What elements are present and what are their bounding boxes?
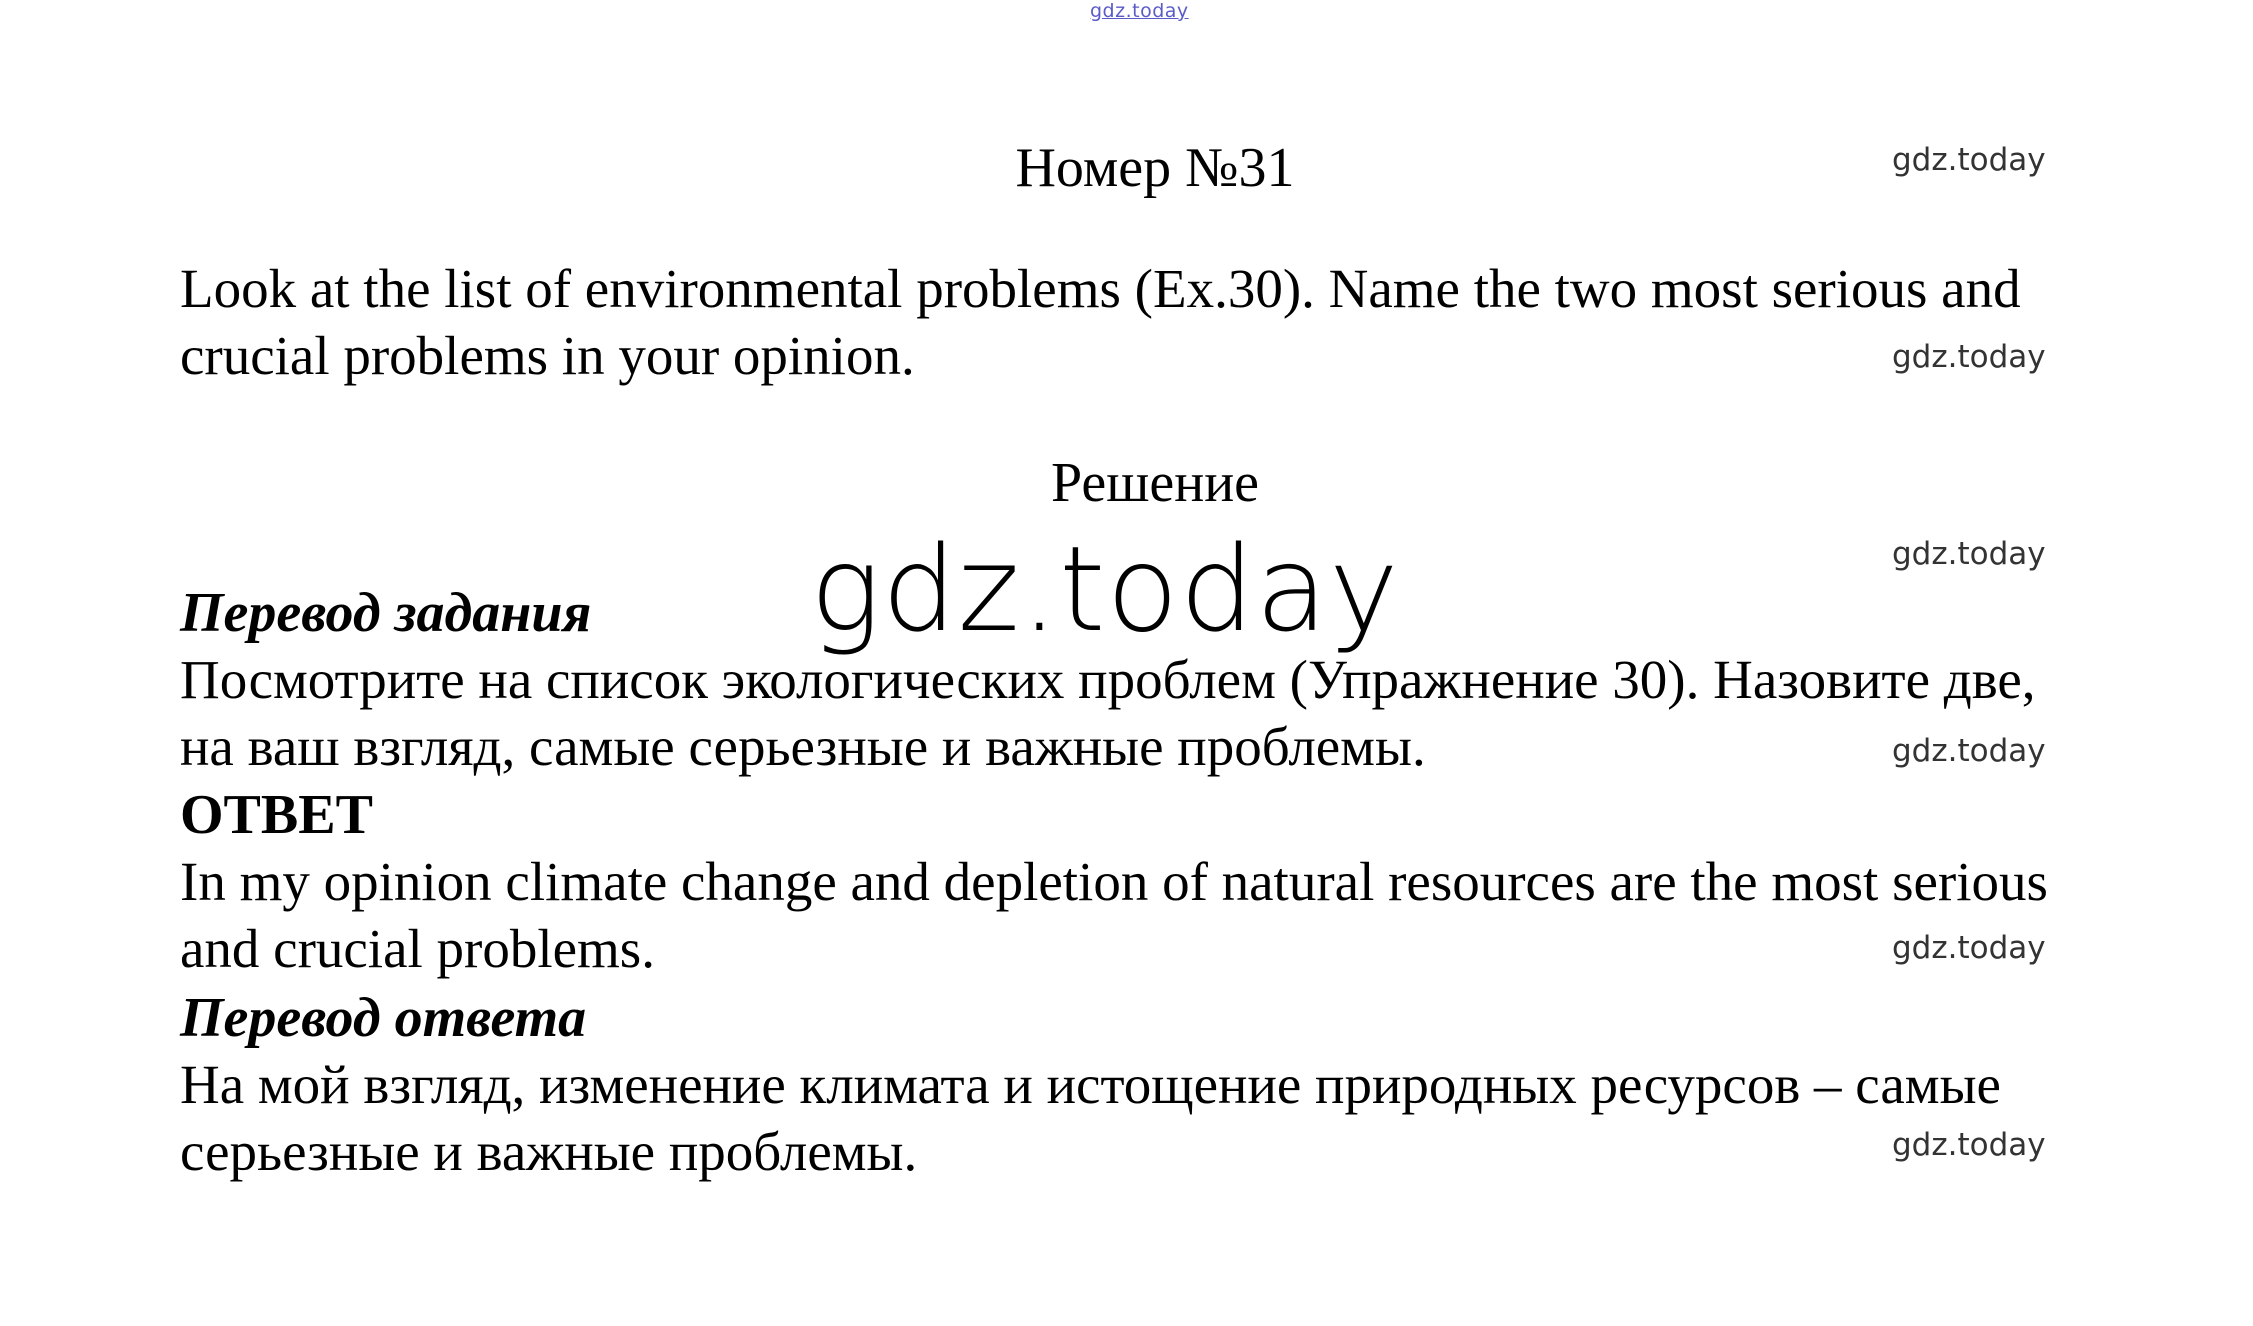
side-watermark-5: gdz.today <box>1892 930 2046 966</box>
side-watermark-2: gdz.today <box>1892 339 2046 375</box>
side-watermark-6: gdz.today <box>1892 1127 2046 1163</box>
task-translation-heading: Перевод задания <box>180 582 592 644</box>
page-title: Номер №31 <box>1015 137 1295 199</box>
task-translation-text: Посмотрите на список экологических проблем (Упражнение 30). Назовите две, на ваш взгляд, самые серьезные и важные проблемы. <box>180 649 2036 777</box>
side-watermark-3: gdz.today <box>1892 536 2046 572</box>
answer-text: In my opinion climate change and depletion of natural resources are the most serious and crucial problems. <box>180 851 2048 979</box>
answer-translation-heading: Перевод ответа <box>180 987 587 1049</box>
answer-heading: ОТВЕТ <box>180 784 373 846</box>
center-watermark: gdz.today <box>810 520 1400 658</box>
side-watermark-1: gdz.today <box>1892 142 2046 178</box>
side-watermark-4: gdz.today <box>1892 733 2046 769</box>
task-text: Look at the list of environmental problems (Ex.30). Name the two most serious and crucial problems in your opinion. <box>180 258 2021 386</box>
answer-translation-text: На мой взгляд, изменение климата и истощение природных ресурсов – самые серьезные и важные проблемы. <box>180 1054 2001 1182</box>
top-watermark: gdz.today <box>1090 0 1189 22</box>
solution-heading: Решение <box>1050 452 1260 514</box>
